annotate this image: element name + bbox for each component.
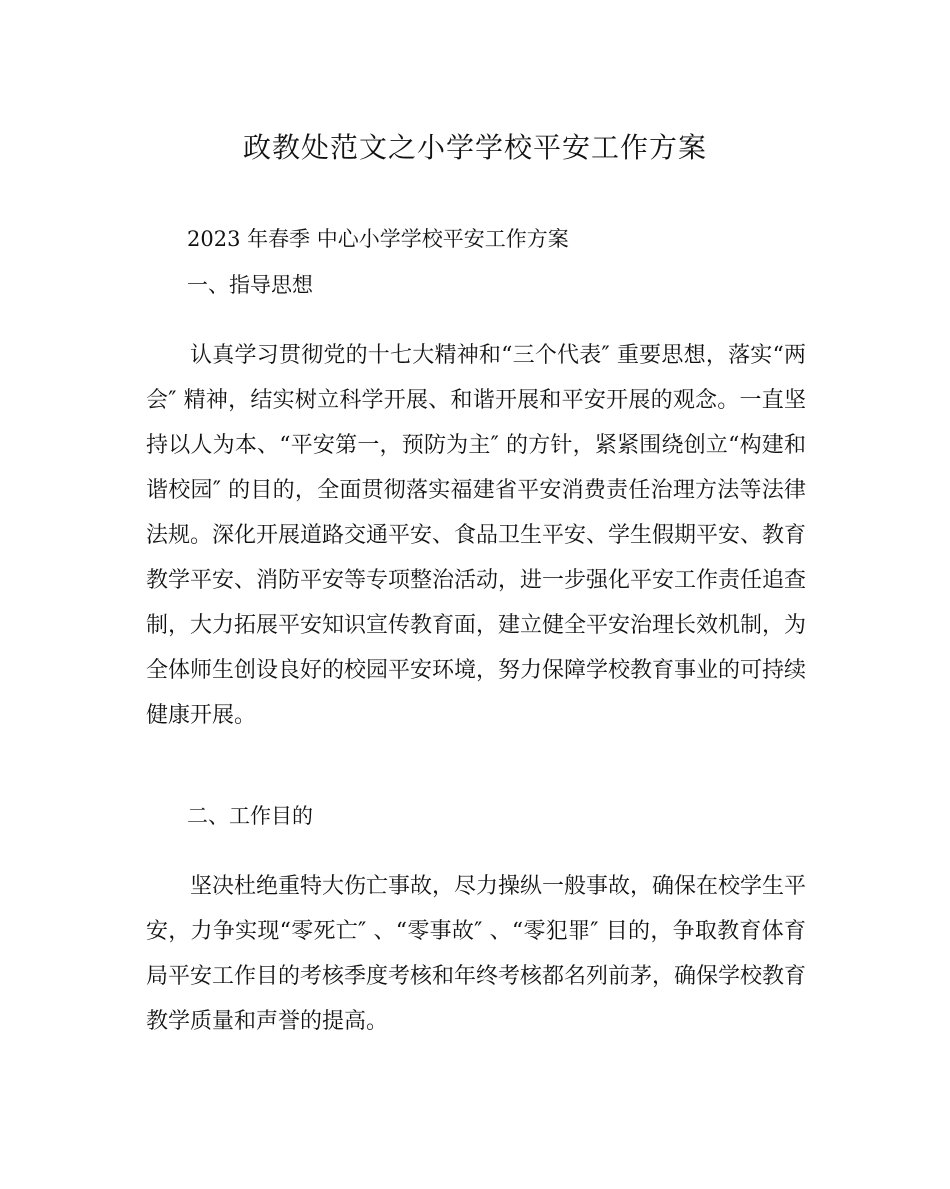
section-body-guiding-ideology: 认真学习贯彻党的十七大精神和“三个代表″ 重要思想，落实“两会″ 精神，结实树立科学开展、和谐开展和平安开展的观念。一直坚持以人为本、“平安第一，预防为主″ 的方针，紧紧围绕创立“构建和谐校园″ 的目的，全面贯彻落实福建省平安消费责任治理方法等法律法规。深化开展道路交通平安、食品卫生平安、学生假期平安、教育教学平安、消防平安等专项整治活动，进一步强化平安工作责任追查制，大力拓展平安知识宣传教育面，建立健全平安治理长效机制，为全体师生创设良好的校园平安环境，努力保障学校教育事业的可持续健康开展。 xyxy=(146,343,807,728)
document-subtitle: 2023 年春季 中心小学学校平安工作方案 xyxy=(187,227,569,251)
section-heading-guiding-ideology: 一、指导思想 xyxy=(187,273,313,297)
section-body-work-goals: 坚决杜绝重特大伤亡事故，尽力操纵一般事故，确保在校学生平安，力争实现“零死亡″ 、“零事故″ 、“零犯罪″ 目的，争取教育体育局平安工作目的考核季度考核和年终考核都名列前茅，确保学校教育教学质量和声誉的提高。 xyxy=(146,874,807,1034)
section-heading-work-goals: 二、工作目的 xyxy=(187,804,313,828)
document-title: 政教处范文之小学学校平安工作方案 xyxy=(242,131,707,164)
